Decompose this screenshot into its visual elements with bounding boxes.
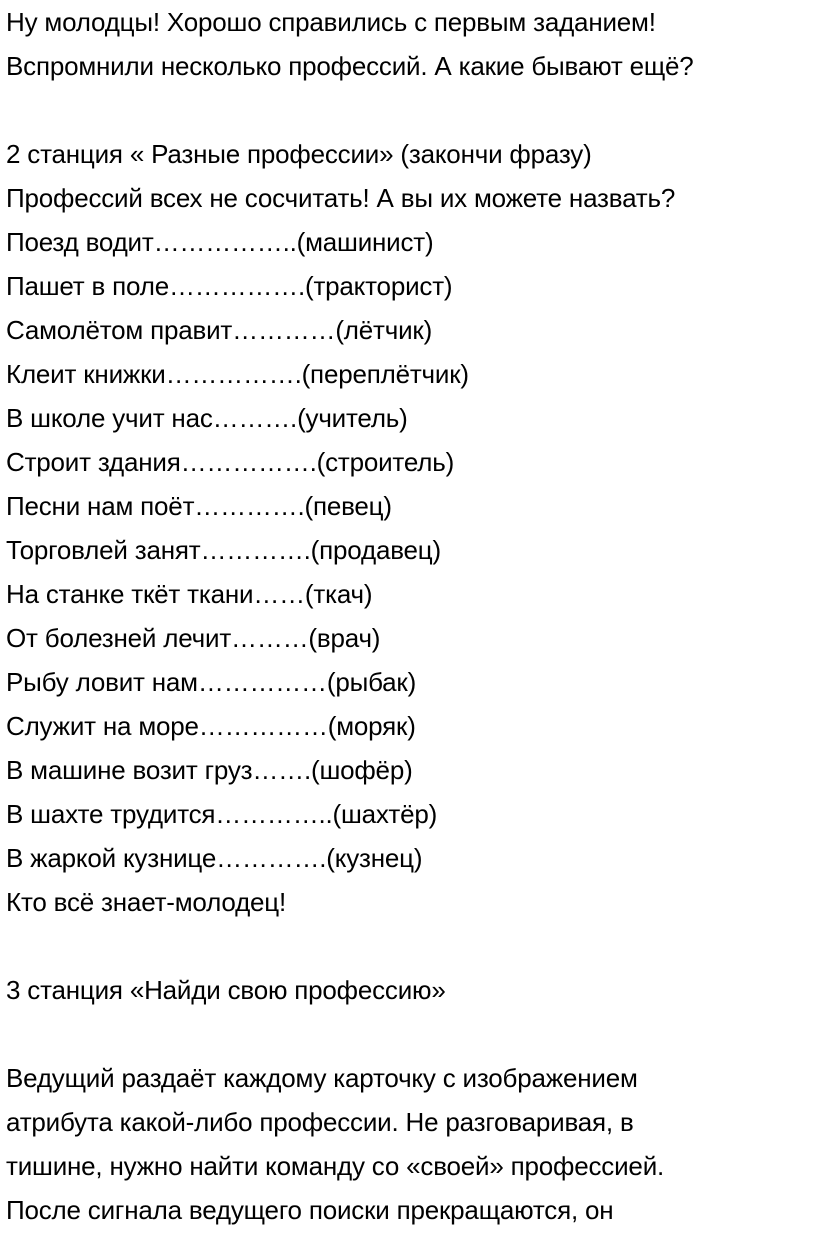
intro-line-1: Ну молодцы! Хорошо справились с первым заданием! [6, 7, 656, 37]
profession-line: В машине возит груз…….(шофёр) [6, 755, 413, 785]
profession-line: Песни нам поёт………….(певец) [6, 491, 392, 521]
profession-line: Самолётом правит…………(лётчик) [6, 315, 433, 345]
blank-line [6, 1012, 812, 1056]
blank-line [6, 88, 812, 132]
station-2-closing: Кто всё знает-молодец! [6, 887, 287, 917]
profession-line: Рыбу ловит нам……………(рыбак) [6, 667, 417, 697]
station-3-paragraph-line: После сигнала ведущего поиски прекращаются, он [6, 1195, 614, 1225]
station-3-paragraph-line: Ведущий раздаёт каждому карточку с изображением [6, 1063, 638, 1093]
profession-line: Торговлей занят………….(продавец) [6, 535, 441, 565]
profession-line: Строит здания…………….(строитель) [6, 447, 455, 477]
station-2-title: 2 станция « Разные профессии» (закончи фразу) [6, 139, 592, 169]
profession-line: На станке ткёт ткани……(ткач) [6, 579, 373, 609]
profession-line: Поезд водит……………..(машинист) [6, 227, 434, 257]
intro-line-2: Вспромнили несколько профессий. А какие бывают ещё? [6, 51, 694, 81]
station-3-paragraph-line: тишине, нужно найти команду со «своей» профессией. [6, 1151, 665, 1181]
station-3-title: 3 станция «Найди свою профессию» [6, 975, 446, 1005]
profession-line: В шахте трудится…………..(шахтёр) [6, 799, 438, 829]
profession-line: Клеит книжки…………….(переплётчик) [6, 359, 469, 389]
profession-line: От болезней лечит………(врач) [6, 623, 381, 653]
profession-line: Служит на море……………(моряк) [6, 711, 416, 741]
station-2-lead: Профессий всех не сосчитать! А вы их можете назвать? [6, 183, 676, 213]
blank-line [6, 924, 812, 968]
document-page [6, 0, 812, 1232]
station-3-paragraph-line: атрибута какой-либо профессии. Не разговаривая, в [6, 1107, 634, 1137]
profession-line: В жаркой кузнице………….(кузнец) [6, 843, 423, 873]
profession-line: В школе учит нас……….(учитель) [6, 403, 408, 433]
profession-line: Пашет в поле…………….(тракторист) [6, 271, 453, 301]
